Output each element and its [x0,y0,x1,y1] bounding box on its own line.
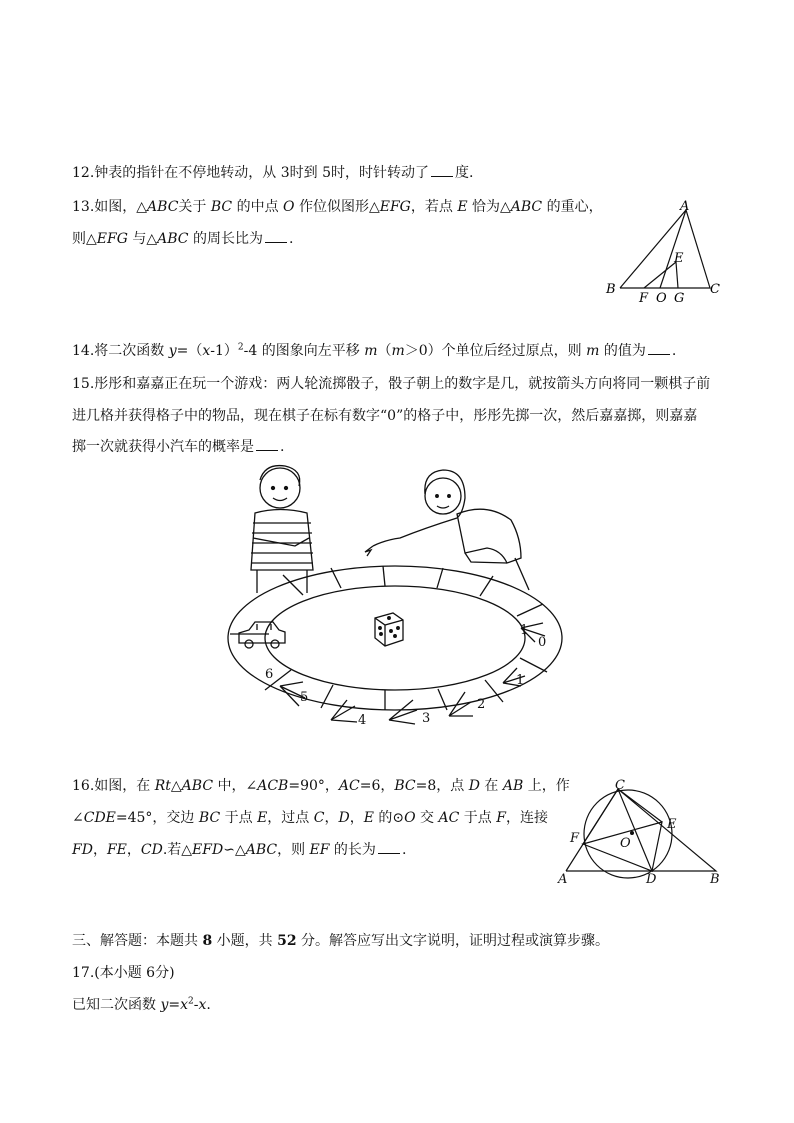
question-17-title: 17.(本小题 6分) [72,965,175,981]
board-number-5: 5 [300,690,309,705]
label-C: C [615,778,625,793]
q12-text: 12. [72,165,95,181]
question-16-line-3: FD，FE，CD.若△EFD∽△ABC，则 EF 的长为 . [72,842,407,858]
board-number-3: 3 [422,711,431,726]
question-16-line-1: 16.如图，在 Rt△ABC 中，∠ACB=90°，AC=6，BC=8，点 D 在 AB 上，作 [72,778,570,794]
question-17-text: 已知二次函数 $y=x^2-x$. [72,996,211,1013]
label-B: B [606,282,616,297]
label-G: G [674,291,685,304]
question-15-line-1: 15.彤彤和嘉嘉正在玩一个游戏：两人轮流掷骰子，骰子朝上的数字是几，就按箭头方向将同一颗棋子前 [72,376,711,392]
label-A: A [680,199,690,214]
label-A: A [558,872,568,885]
circle-triangle-figure-q16 [552,777,727,885]
game-board-illustration [225,458,570,748]
label-C: C [710,282,720,297]
board-number-0: 0 [538,635,547,650]
answer-blank [265,229,287,243]
answer-blank [648,341,670,355]
question-13-line-1: 13.如图，△ABC关于 BC 的中点 O 作位似图形△EFG，若点 E 恰为△ABC 的重心， [72,199,603,215]
answer-blank [431,163,453,177]
label-B: B [710,872,720,885]
answer-blank [256,437,278,451]
section-3-heading: 三、解答题：本题共 8 小题，共 52 分。解答应写出文字说明，证明过程或演算步骤。 [72,933,610,949]
label-E: E [667,817,677,832]
girl-figure [365,470,529,590]
board-number-1-top: 1 [520,623,529,638]
answer-blank [378,840,400,854]
label-E: E [674,251,684,266]
question-14: 14.将二次函数 $y=(x-1)^2-4$ 的图象向左平移 m（m＞0）个单位后经过原点，则 m 的值为 . [72,342,677,359]
label-O: O [656,291,667,304]
question-13-line-2: 则△EFG 与△ABC 的周长比为 . [72,231,294,247]
car-icon [239,622,285,648]
label-O: O [620,836,631,851]
question-12: 12.钟表的指针在不停地转动，从 3时到 5时，时针转动了 度. [72,165,474,181]
board-number-6: 6 [265,667,274,682]
label-F: F [639,291,649,304]
label-F: F [570,831,580,846]
board-number-2: 2 [477,697,486,712]
triangle-figure-q13 [600,198,730,304]
boy-figure [251,466,313,593]
label-D: D [646,872,657,885]
question-15-line-2: 进几格并获得格子中的物品，现在棋子在标有数字“0”的格子中，彤彤先掷一次，然后嘉嘉掷，则嘉嘉 [72,408,698,424]
dice-icon [375,613,403,646]
board-number-4: 4 [358,713,367,728]
question-15-line-3: 掷一次就获得小汽车的概率是 . [72,439,285,455]
board-number-1: 1 [516,673,525,688]
question-16-line-2: ∠CDE=45°，交边 BC 于点 E，过点 C，D，E 的⊙O 交 AC 于点 F，连接 [72,810,548,826]
